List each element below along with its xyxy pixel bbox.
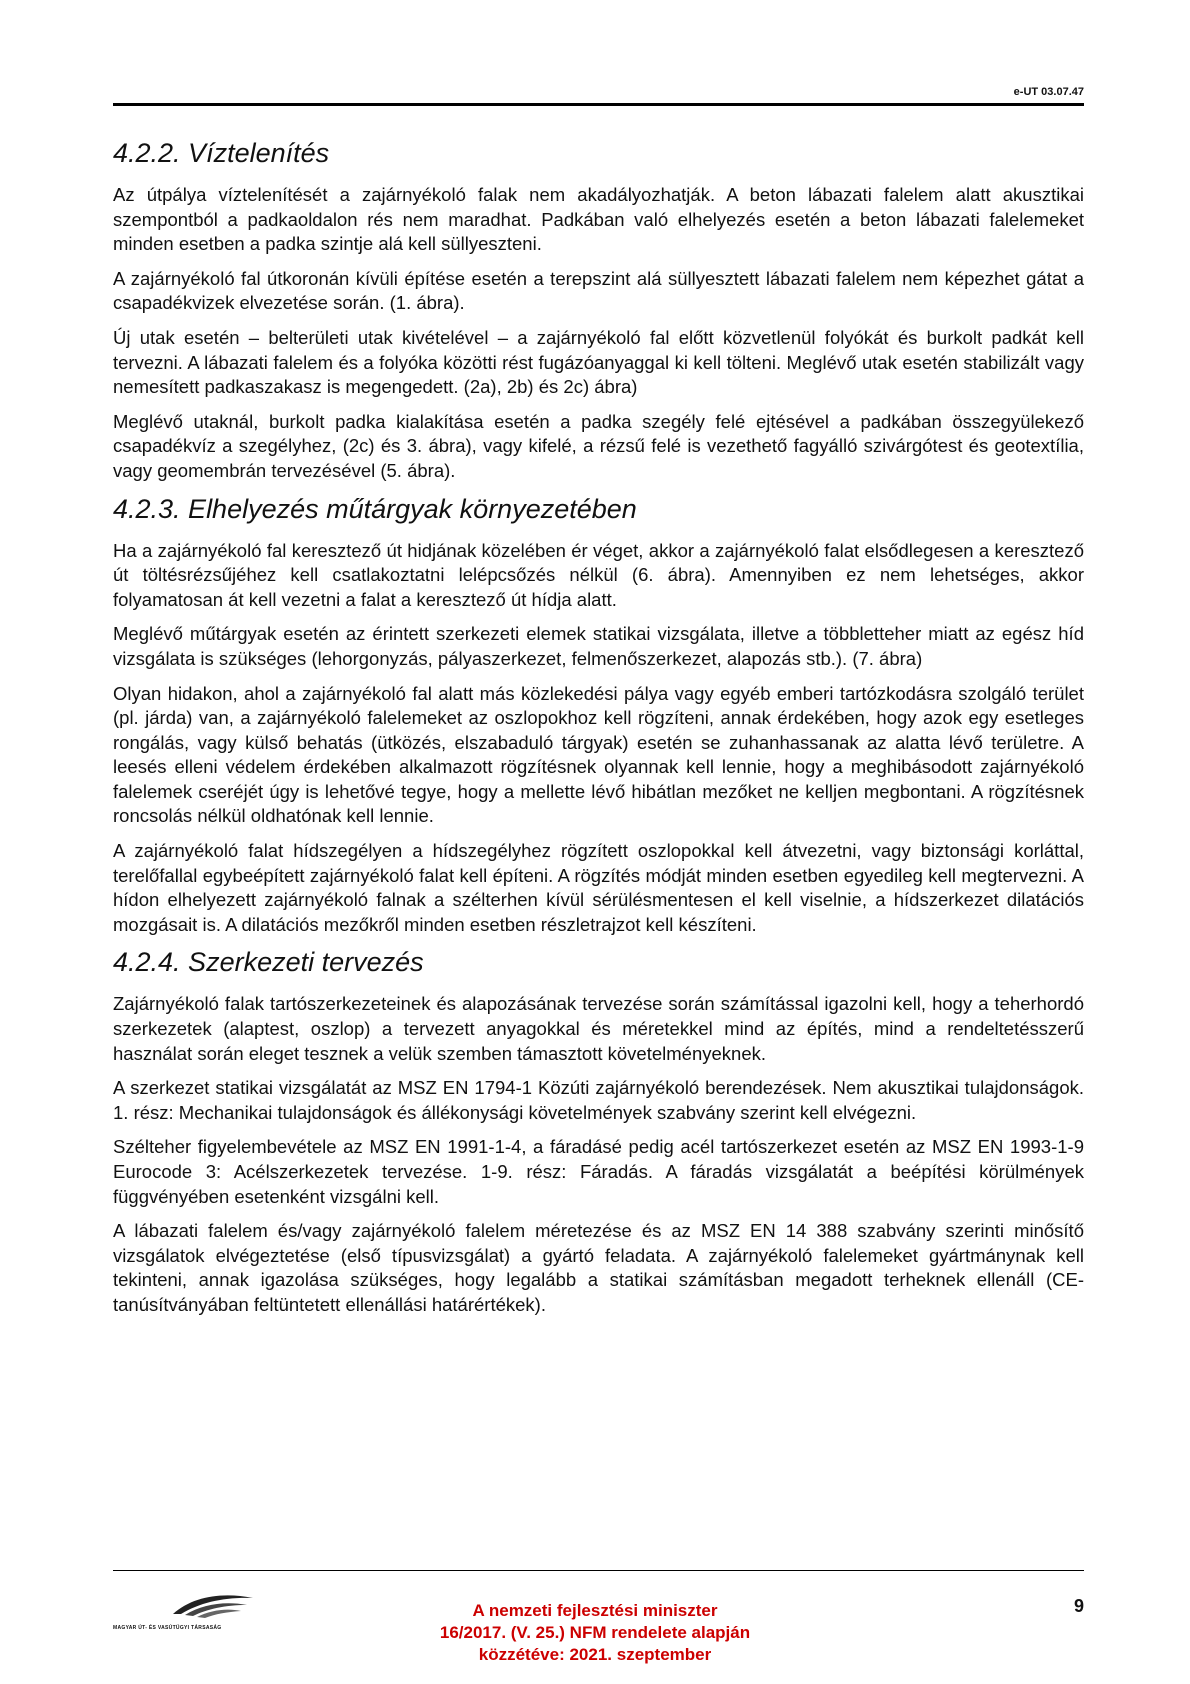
paragraph: Olyan hidakon, ahol a zajárnyékoló fal alatt más közlekedési pálya vagy egyéb emberi tartózkodásra szolgáló terület (pl. járda) van, a zajárnyékoló falelemeket az oszlopokhoz kell rögzíteni, annak érdekében, hogy azok egy esetleges rongálás, vagy külső behatás (ütközés, elszabaduló tárgyak) esetén se zuhanhassanak az alatta lévő területre. A leesés elleni védelem érdekében alkalmazott rögzítésnek olyannak kell lennie, hogy a meghibásodott zajárnyékoló falelemek cseréjét úgy is lehetővé tegye, hogy a mellette lévő hibátlan mezőket ne kelljen megbontani. A rögzítésnek roncsolás nélkül oldhatónak kell lennie. [113,682,1084,827]
notice-line: közzétéve: 2021. szeptember [478,1645,712,1664]
section-heading-4-2-3: 4.2.3. Elhelyezés műtárgyak környezetében [113,493,637,524]
page-content [113,138,1084,1328]
section-heading-4-2-4: 4.2.4. Szerkezeti tervezés [113,947,424,978]
notice-line: A nemzeti fejlesztési miniszter [472,1601,718,1620]
notice-line: 16/2017. (V. 25.) NFM rendelete alapján [439,1623,751,1642]
paragraph: Ha a zajárnyékoló fal keresztező út hidjának közelében ér véget, akkor a zajárnyékoló falat elsődlegesen a keresztező út töltésrézsűjéhez kell csatlakoztatni lelépcsőzés nélkül (6. ábra). Amennyiben ez nem lehetséges, akkor folyamatosan át kell vezetni a falat a keresztező út hídja alatt. [113,539,1084,610]
page-number: 9 [1073,1596,1084,1616]
footer-rule [113,1570,1084,1571]
paragraph: A zajárnyékoló falat hídszegélyen a hídszegélyhez rögzített oszlopokkal kell átvezetni, vagy biztonsági korláttal, terelőfallal egybeépített zajárnyékoló falat kell építeni. A rögzítés módját minden esetben egyedileg kell megtervezni. A hídon elhelyezett zajárnyékoló falnak a szélterhen kívül sérülésmentesen el kell viselnie, a hídszerkezet dilatációs mozgásait is. A dilatációs mezőkről minden esetben részletrajzot kell készíteni. [113,840,1084,935]
paragraph: Új utak esetén – belterületi utak kivételével – a zajárnyékoló fal előtt közvetlenül folyókát és burkolt padkát kell tervezni. A lábazati falelem és a folyóka közötti rést fugázóanyaggal ki kell tölteni. Meglévő utak esetén stabilizált vagy nemesített padkaszakasz is megengedett. (2a), 2b) és 2c) ábra) [113,326,1084,398]
paragraph: Meglévő műtárgyak esetén az érintett szerkezeti elemek statikai vizsgálata, illetve a többletteher miatt az egész híd vizsgálata is szükséges (lehorgonyzás, pályaszerkezet, felmenőszerkezet, alapozás stb.). (7. ábra) [113,623,1084,669]
paragraph: Zajárnyékoló falak tartószerkezeteinek és alapozásának tervezése során számítással igazolni kell, hogy a teherhordó szerkezetek (alaptest, oszlop) a tervezett anyagokkal és méretekkel mind az építés, mind a rendeltetésszerű használat során eleget tesznek a velük szemben támasztott követelményeknek. [113,993,1084,1064]
society-logo-icon [113,1588,263,1628]
society-logo-text: MAGYAR ÚT- ÉS VASÚTÜGYI TÁRSASÁG [113,1625,222,1631]
section-heading-4-2-2: 4.2.2. Víztelenítés [113,138,330,168]
header-rule [113,103,1084,106]
paragraph: Az útpálya víztelenítését a zajárnyékoló falak nem akadályozhatják. A beton lábazati falelem alatt akusztikai szempontból a padkaoldalon rés nem maradhat. Padkában való elhelyezés esetén a beton lábazati falelemeket minden esetben a padka szintje alá kell süllyeszteni. [113,184,1084,255]
paragraph: A lábazati falelem és/vagy zajárnyékoló falelem méretezése és az MSZ EN 14 388 szabvány szerinti minősítő vizsgálatok elvégeztetése (első típusvizsgálat) a gyártó feladata. A zajárnyékoló falelemeket gyártmánynak kell tekinteni, annak igazolása szükséges, hogy legalább a statikai számításban megadott terheknek ellenáll (CE-tanúsítványában feltüntetett ellenállási határértékek). [113,1220,1084,1315]
paragraph: A szerkezet statikai vizsgálatát az MSZ EN 1794-1 Közúti zajárnyékoló berendezések. Nem akusztikai tulajdonságok. 1. rész: Mechanikai tulajdonságok és állékonysági követelmények szabvány szerint kell elvégezni. [113,1077,1084,1123]
paragraph: Szélteher figyelembevétele az MSZ EN 1991-1-4, a fáradásé pedig acél tartószerkezet esetén az MSZ EN 1993-1-9 Eurocode 3: Acélszerkezetek tervezése. 1-9. rész: Fáradás. A fáradás vizsgálatát a beépítési körülmények függvényében esetenként vizsgálni kell. [113,1136,1084,1207]
paragraph: A zajárnyékoló fal útkoronán kívüli építése esetén a terepszint alá süllyesztett lábazati falelem nem képezhet gátat a csapadékvizek elvezetése során. (1. ábra). [113,267,1084,314]
document-code: e-UT 03.07.47 [1013,86,1084,98]
publication-notice [395,1600,795,1666]
paragraph: Meglévő utaknál, burkolt padka kialakítása esetén a padka szegély felé ejtésével a padkában összegyülekező csapadékvíz a szegélyhez, (2c) és 3. ábra), vagy kifelé, a rézsű felé is vezethető fagyálló szivárgótest és geotextília, vagy geomembrán tervezésével (5. ábra). [113,410,1084,481]
